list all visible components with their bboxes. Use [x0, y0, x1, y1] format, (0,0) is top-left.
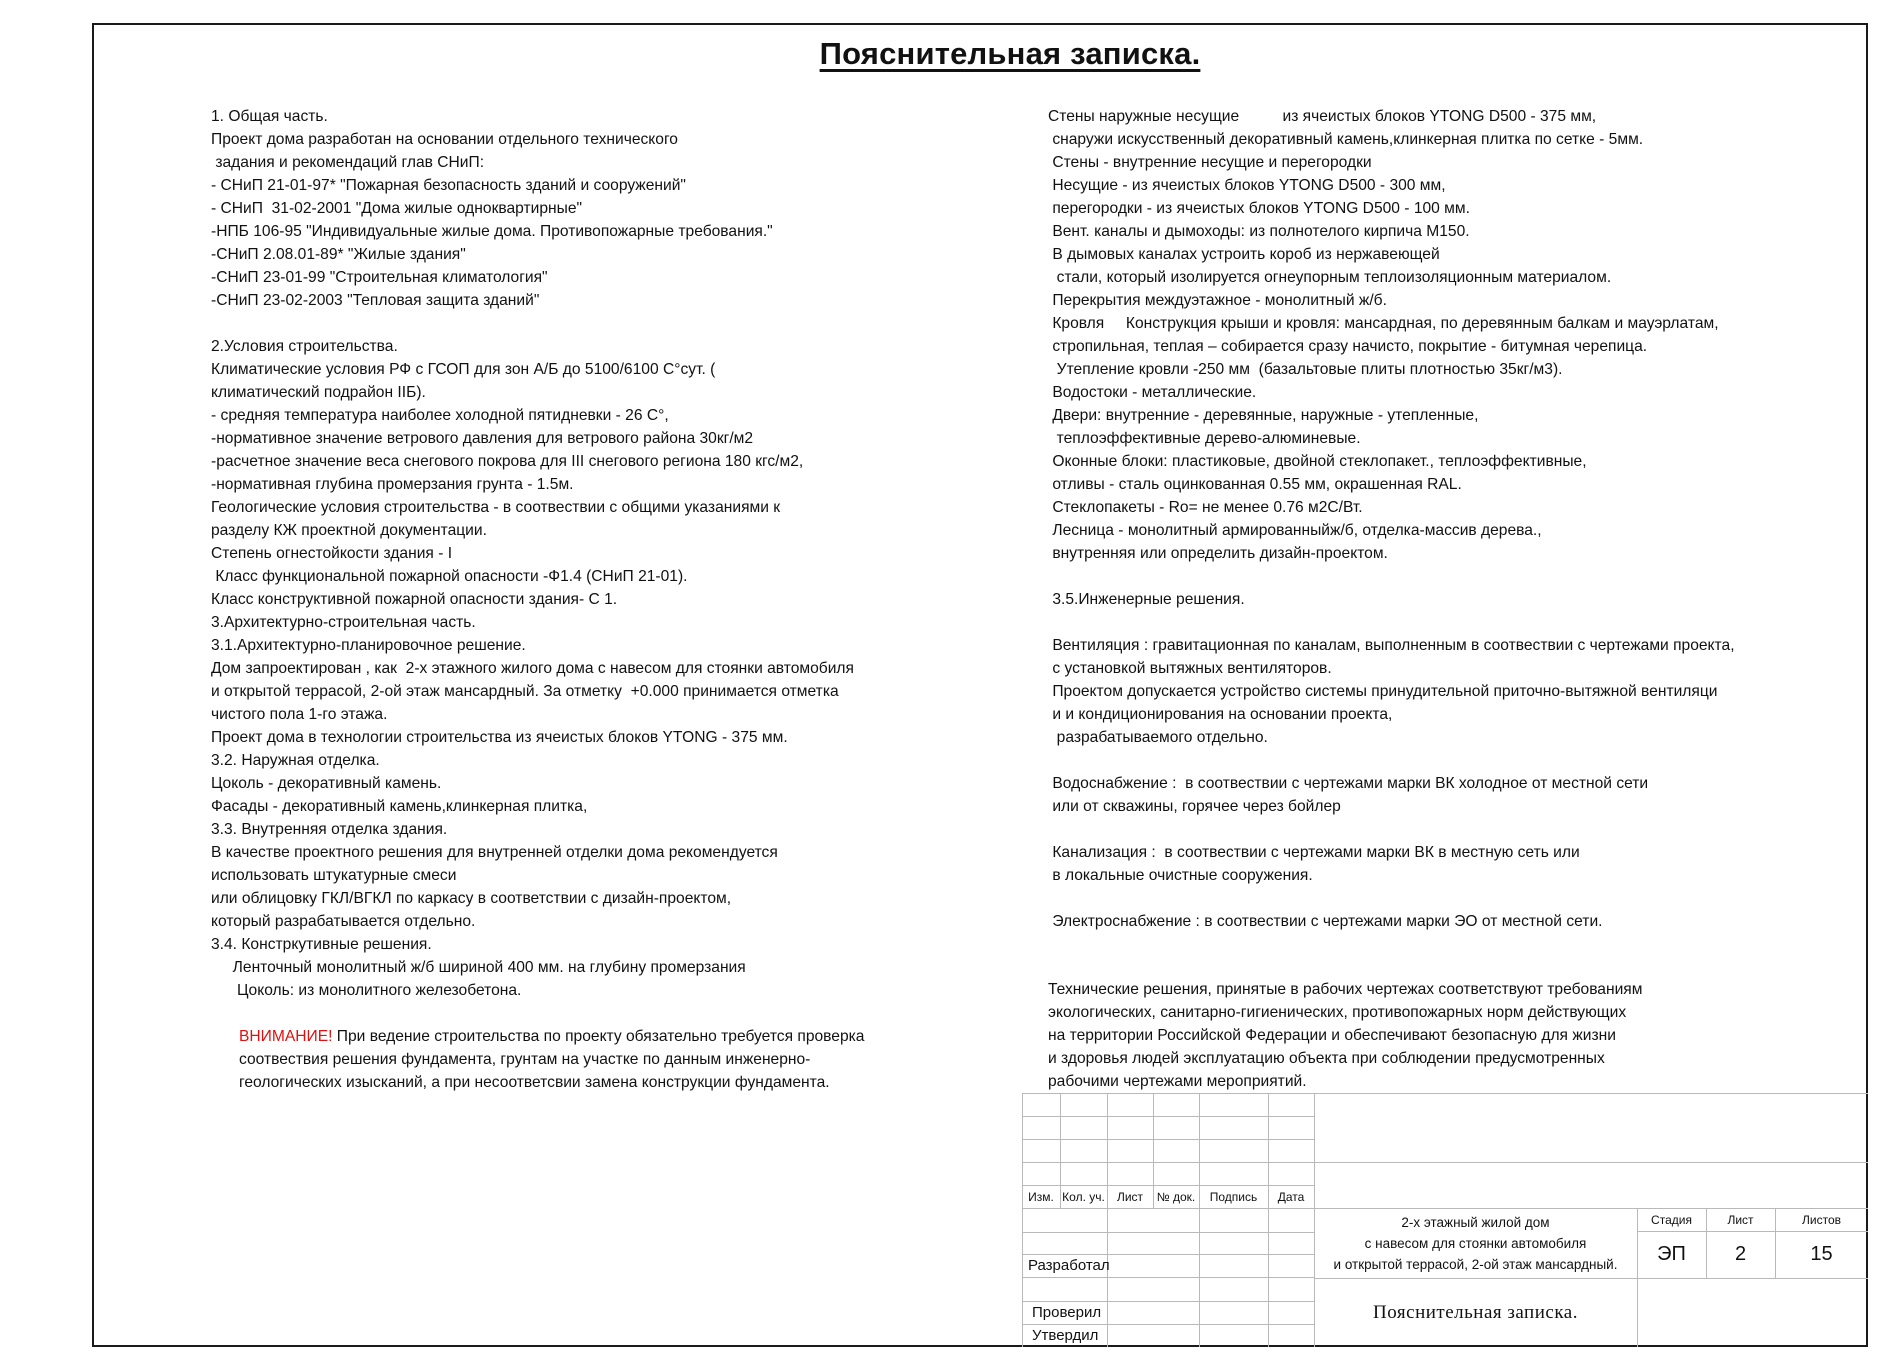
page-title: Пояснительная записка.	[819, 36, 1201, 71]
text-line: Оконные блоки: пластиковые, двойной стеклопакет., теплоэффективные,	[1048, 453, 1587, 470]
role-checked: Проверил	[1032, 1304, 1102, 1321]
text-line	[1048, 611, 1735, 634]
text-line: теплоэффективные дерево-алюминевые.	[1048, 430, 1361, 447]
project-name	[1314, 1208, 1637, 1278]
sheet-title: Пояснительная записка.	[1373, 1301, 1578, 1323]
text-line: Электроснабжение : в соотвествии с чертежами марки ЭО от местной сети.	[1048, 913, 1603, 930]
text-line: 3.3. Внутренняя отделка здания.	[211, 821, 448, 838]
warning-text: геологических изысканий, а при несоответсвии замена конструкции фундамента.	[239, 1074, 830, 1091]
text-line: использовать штукатурные смеси	[211, 867, 457, 884]
text-line: Цоколь - декоративный камень.	[211, 775, 442, 792]
text-line: Водоснабжение : в соотвествии с чертежами марки ВК холодное от местной сети	[1048, 775, 1649, 792]
text-line: 1. Общая часть.	[211, 108, 328, 125]
warning-text: При ведение строительства по проекту обязательно требуется проверка	[332, 1028, 865, 1045]
text-line: разделу КЖ проектной документации.	[211, 522, 487, 539]
text-line: Двери: внутренние - деревянные, наружные - утепленные,	[1048, 407, 1479, 424]
text-line: 3.Архитектурно-строительная часть.	[211, 614, 476, 631]
sheet-value: 2	[1734, 1243, 1747, 1265]
text-line: Стены наружные несущие из ячеистых блоков YTONG D500 - 375 мм,	[1048, 108, 1597, 125]
text-line: 3.1.Архитектурно-планировочное решение.	[211, 637, 526, 654]
sheets-value: 15	[1810, 1243, 1833, 1265]
text-line: 3.4. Констркутивные решения.	[211, 936, 432, 953]
text-line: отливы - сталь оцинкованная 0.55 мм, окрашенная RAL.	[1048, 476, 1462, 493]
text-line: Канализация : в соотвествии с чертежами марки ВК в местную сеть или	[1048, 844, 1580, 861]
text-line: Проект дома разработан на основании отдельного технического	[211, 131, 678, 148]
text-line: -НПБ 106-95 "Индивидуальные жилые дома. Противопожарные требования."	[211, 223, 773, 240]
text-line: Дом запроектирован , как 2-х этажного жилого дома с навесом для стоянки автомобиля	[211, 660, 854, 677]
text-line: -нормативная глубина промерзания грунта - 1.5м.	[211, 476, 574, 493]
header-sheet: Лист	[1116, 1189, 1144, 1204]
role-approved: Утвердил	[1032, 1327, 1099, 1344]
text-line: Стены - внутренние несущие и перегородки	[1048, 154, 1372, 171]
sheet-label: Лист	[1727, 1212, 1754, 1227]
text-line: 2.Условия строительства.	[211, 338, 398, 355]
project-name-line: и открытой террасой, 2-ой этаж мансардный.	[1333, 1256, 1618, 1272]
text-line: Проектом допускается устройство системы принудительной приточно-вытяжной вентиляци	[1048, 683, 1718, 700]
text-line	[211, 312, 864, 335]
text-line	[211, 1002, 864, 1025]
text-line: Ленточный монолитный ж/б шириной 400 мм. на глубину промерзания	[211, 959, 746, 976]
text-line: 3.5.Инженерные решения.	[1048, 591, 1245, 608]
statement-line: рабочими чертежами мероприятий.	[1048, 1073, 1307, 1090]
statement-line: Технические решения, принятые в рабочих чертежах соответствуют требованиям	[1048, 981, 1643, 998]
text-line: Цоколь: из монолитного железобетона.	[211, 982, 522, 999]
text-line: Утепление кровли -250 мм (базальтовые плиты плотностью 35кг/м3).	[1048, 361, 1563, 378]
statement-line: на территории Российской Федерации и обеспечивают безопасную для жизни	[1048, 1027, 1616, 1044]
text-line: и и кондиционирования на основании проекта,	[1048, 706, 1393, 723]
text-line: задания и рекомендаций глав СНиП:	[211, 154, 485, 171]
left-column	[211, 105, 864, 1094]
warning-label: ВНИМАНИЕ!	[239, 1028, 333, 1045]
text-line: стали, который изолируется огнеупорным теплоизоляционным материалом.	[1048, 269, 1612, 286]
header-date: Дата	[1277, 1189, 1305, 1204]
text-line: -СНиП 23-01-99 "Строительная климатология"	[211, 269, 548, 286]
text-line: Степень огнестойкости здания - I	[211, 545, 453, 562]
role-developed: Разработал	[1028, 1257, 1110, 1274]
technical-statement	[1048, 980, 1642, 1095]
header-signature: Подпись	[1209, 1189, 1258, 1204]
text-line: 3.2. Наружная отделка.	[211, 752, 380, 769]
project-name-line: с навесом для стоянки автомобиля	[1364, 1235, 1587, 1251]
text-line: Класс конструктивной пожарной опасности здания- С 1.	[211, 591, 618, 608]
text-line: внутренняя или определить дизайн-проектом.	[1048, 545, 1388, 562]
warning-line	[211, 1071, 864, 1094]
statement-line: и здоровья людей эксплуатацию объекта при соблюдении предусмотренных	[1048, 1050, 1605, 1067]
text-line: В качестве проектного решения для внутренней отделки дома рекомендуется	[211, 844, 778, 861]
text-line: Вентиляция : гравитационная по каналам, выполненным в соотвествии с чертежами проекта,	[1048, 637, 1735, 654]
text-line: снаружи искусственный декоративный камень,клинкерная плитка по сетке - 5мм.	[1048, 131, 1644, 148]
text-line: который разрабатывается отдельно.	[211, 913, 476, 930]
text-line: и открытой террасой, 2-ой этаж мансардный. За отметку +0.000 принимается отметка	[211, 683, 839, 700]
text-line	[1048, 749, 1735, 772]
text-line: Водостоки - металлические.	[1048, 384, 1257, 401]
text-line	[1048, 887, 1735, 910]
text-line: -расчетное значение веса снегового покрова для III снегового региона 180 кгс/м2,	[211, 453, 804, 470]
text-line: Лесница - монолитный армированныйж/б, отделка-массив дерева.,	[1048, 522, 1542, 539]
text-line: -СНиП 2.08.01-89* "Жилые здания"	[211, 246, 466, 263]
text-line: стропильная, теплая – собирается сразу начисто, покрытие - битумная черепица.	[1048, 338, 1648, 355]
right-column	[1048, 105, 1735, 933]
text-line	[1048, 818, 1735, 841]
text-line: перегородки - из ячеистых блоков YTONG D500 - 100 мм.	[1048, 200, 1470, 217]
text-line: Климатические условия РФ с ГСОП для зон А/Б до 5100/6100 С°сут. (	[211, 361, 716, 378]
statement-line: экологических, санитарно-гигиенических, противопожарных норм действующих	[1048, 1004, 1627, 1021]
text-line: разрабатываемого отдельно.	[1048, 729, 1268, 746]
text-line: Несущие - из ячеистых блоков YTONG D500 - 300 мм,	[1048, 177, 1446, 194]
warning-line	[211, 1048, 864, 1071]
text-line: -СНиП 23-02-2003 "Тепловая защита зданий"	[211, 292, 540, 309]
text-line: с установкой вытяжных вентиляторов.	[1048, 660, 1332, 677]
text-line: Проект дома в технологии строительства из ячеистых блоков YTONG - 375 мм.	[211, 729, 788, 746]
text-line: или от скважины, горячее через бойлер	[1048, 798, 1341, 815]
text-line: Геологические условия строительства - в соотвествии с общими указаниями к	[211, 499, 781, 516]
text-line: -нормативное значение ветрового давления для ветрового района 30кг/м2	[211, 430, 754, 447]
text-line	[1048, 565, 1735, 588]
sheets-label: Листов	[1802, 1212, 1841, 1227]
text-line: в локальные очистные сооружения.	[1048, 867, 1313, 884]
header-doc-no: № док.	[1156, 1189, 1196, 1204]
header-qty: Кол. уч.	[1062, 1189, 1105, 1204]
text-line: Перекрытия междуэтажное - монолитный ж/б.	[1048, 292, 1387, 309]
text-line: чистого пола 1-го этажа.	[211, 706, 388, 723]
header-change: Изм.	[1028, 1189, 1054, 1204]
warning-line	[211, 1025, 864, 1048]
text-line: Класс функциональной пожарной опасности -Ф1.4 (СНиП 21-01).	[211, 568, 688, 585]
text-line: - СНиП 21-01-97* "Пожарная безопасность зданий и сооружений"	[211, 177, 686, 194]
text-line: В дымовых каналах устроить короб из нержавеющей	[1048, 246, 1440, 263]
project-name-line: 2-х этажный жилой дом	[1401, 1214, 1550, 1230]
text-line: Стеклопакеты - Ro= не менее 0.76 м2С/Вт.	[1048, 499, 1363, 516]
stage-label: Стадия	[1651, 1212, 1692, 1227]
text-line: Фасады - декоративный камень,клинкерная плитка,	[211, 798, 588, 815]
text-line: или облицовку ГКЛ/ВГКЛ по каркасу в соответствии с дизайн-проектом,	[211, 890, 732, 907]
text-line: Вент. каналы и дымоходы: из полнотелого кирпича М150.	[1048, 223, 1470, 240]
text-line: Кровля Конструкция крыши и кровля: мансардная, по деревянным балкам и мауэрлатам,	[1048, 315, 1719, 332]
text-line: - СНиП 31-02-2001 "Дома жилые одноквартирные"	[211, 200, 583, 217]
text-line: - средняя температура наиболее холодной пятидневки - 26 С°,	[211, 407, 669, 424]
warning-text: соотвествия решения фундамента, грунтам на участке по данным инженерно-	[239, 1051, 811, 1068]
stage-value: ЭП	[1657, 1243, 1686, 1265]
text-line: климатический подрайон IIБ).	[211, 384, 426, 401]
